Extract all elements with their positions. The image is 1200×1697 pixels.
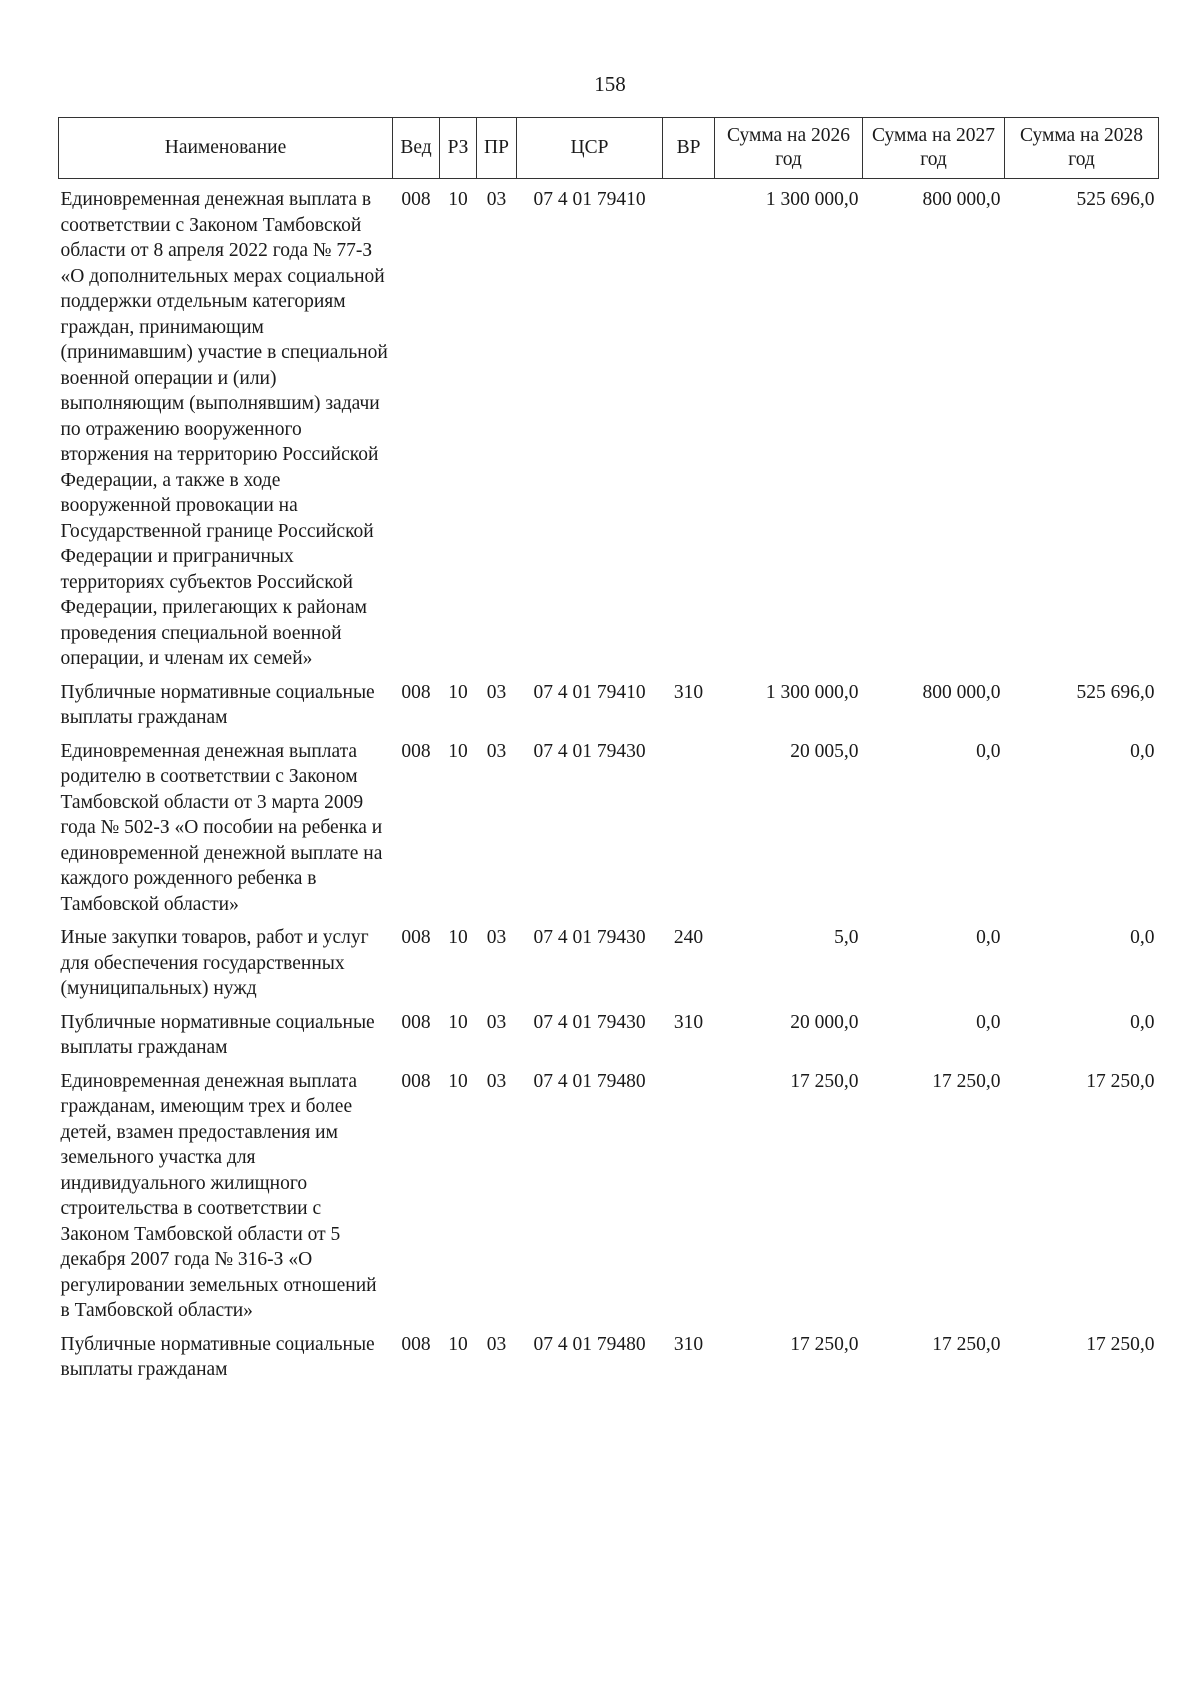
cell-csr: 07 4 01 79430 <box>533 1011 646 1033</box>
cell-sum-2027: 17 250,0 <box>932 1333 1001 1355</box>
table-row <box>59 179 1159 672</box>
cell-vr <box>663 179 715 672</box>
cell-name: Публичные нормативные социальные выплаты гражданам <box>60 681 375 728</box>
cell-sum-2027: 0,0 <box>976 1011 1001 1033</box>
cell-rz: 10 <box>448 1333 468 1355</box>
header-sum-2027: Сумма на 2027 год <box>863 118 1005 179</box>
cell-sum-2027: 800 000,0 <box>922 189 1001 210</box>
cell-vr: 240 <box>673 927 704 948</box>
cell-vr: 310 <box>673 1333 704 1355</box>
table-row <box>59 1061 1159 1324</box>
cell-rz: 10 <box>448 1070 468 1092</box>
table-row <box>59 672 1159 731</box>
cell-csr: 07 4 01 79480 <box>533 1070 646 1092</box>
header-pr: ПР <box>477 118 517 179</box>
cell-sum-2028: 525 696,0 <box>1076 189 1155 210</box>
table-row <box>59 917 1159 1002</box>
header-rz: РЗ <box>440 118 477 179</box>
cell-sum-2027: 0,0 <box>976 927 1001 948</box>
cell-name: Иные закупки товаров, работ и услуг для обеспечения государственных (муниципальных) нужд <box>60 927 369 999</box>
cell-pr: 03 <box>486 681 507 703</box>
cell-pr: 03 <box>486 1070 507 1092</box>
cell-csr: 07 4 01 79480 <box>533 1333 646 1355</box>
cell-csr: 07 4 01 79430 <box>533 927 646 948</box>
cell-csr: 07 4 01 79430 <box>533 740 646 762</box>
cell-vr: 310 <box>673 1011 704 1033</box>
table-row <box>59 1324 1159 1383</box>
cell-csr: 07 4 01 79410 <box>533 681 646 703</box>
cell-sum-2026: 17 250,0 <box>790 1070 859 1092</box>
cell-sum-2028: 0,0 <box>1130 927 1155 948</box>
cell-sum-2026: 1 300 000,0 <box>765 681 859 703</box>
cell-pr: 03 <box>486 1333 507 1355</box>
cell-sum-2028: 0,0 <box>1130 740 1155 762</box>
cell-ved: 008 <box>401 1333 431 1355</box>
page-number: 158 <box>594 72 626 96</box>
cell-name: Единовременная денежная выплата родителю в соответствии с Законом Тамбовской области от 3 марта 2009 года № 502-З «О пособии на ребенка и единовременной денежной выплате на каждого рожденного ребенка в Тамбовской области» <box>60 740 383 915</box>
cell-sum-2028: 0,0 <box>1130 1011 1155 1033</box>
header-name: Наименование <box>59 118 393 179</box>
cell-name: Публичные нормативные социальные выплаты гражданам <box>60 1011 375 1058</box>
cell-sum-2028: 525 696,0 <box>1076 681 1155 703</box>
cell-rz: 10 <box>448 927 468 948</box>
cell-rz: 10 <box>448 740 468 762</box>
cell-sum-2027: 17 250,0 <box>932 1070 1001 1092</box>
header-sum-2028: Сумма на 2028 год <box>1005 118 1159 179</box>
cell-sum-2027: 0,0 <box>976 740 1001 762</box>
table-row <box>59 1002 1159 1061</box>
header-csr: ЦСР <box>517 118 663 179</box>
cell-ved: 008 <box>401 927 431 948</box>
cell-pr: 03 <box>486 189 507 210</box>
cell-vr: 310 <box>673 681 704 703</box>
table-header-row <box>59 118 1159 179</box>
cell-sum-2027: 800 000,0 <box>922 681 1001 703</box>
cell-pr: 03 <box>486 740 507 762</box>
cell-ved: 008 <box>401 681 431 703</box>
cell-vr <box>663 731 715 918</box>
cell-csr: 07 4 01 79410 <box>533 189 646 210</box>
cell-sum-2028: 17 250,0 <box>1086 1070 1155 1092</box>
cell-sum-2026: 5,0 <box>834 927 859 948</box>
header-vr: ВР <box>663 118 715 179</box>
cell-ved: 008 <box>401 1011 431 1033</box>
cell-sum-2026: 20 005,0 <box>790 740 859 762</box>
cell-sum-2026: 20 000,0 <box>790 1011 859 1033</box>
cell-rz: 10 <box>448 1011 468 1033</box>
cell-ved: 008 <box>401 189 431 210</box>
cell-vr <box>663 1061 715 1324</box>
cell-pr: 03 <box>486 927 507 948</box>
cell-name: Единовременная денежная выплата в соответствии с Законом Тамбовской области от 8 апреля 2022 года № 77-З «О дополнительных мерах социальной поддержки отдельным категориям граждан, принимающим (принимавшим) участие в специальной военной операции и (или) выполняющим (выполнявшим) задачи по отражению вооруженного вторжения на территорию Российской Федерации, а также в ходе вооруженной провокации на Государственной границе Российской Федерации и приграничных территориях субъектов Российской Федерации, прилегающих к районам проведения специальной военной операции, и членам их семей» <box>60 189 388 669</box>
cell-ved: 008 <box>401 1070 431 1092</box>
cell-name: Единовременная денежная выплата гражданам, имеющим трех и более детей, взамен предоставления им земельного участка для индивидуального жилищного строительства в соответствии с Законом Тамбовской области от 5 декабря 2007 года № 316-З «О регулировании земельных отношений в Тамбовской области» <box>60 1070 377 1321</box>
cell-ved: 008 <box>401 740 431 762</box>
header-sum-2026: Сумма на 2026 год <box>715 118 863 179</box>
cell-sum-2026: 17 250,0 <box>790 1333 859 1355</box>
cell-sum-2026: 1 300 000,0 <box>765 189 859 210</box>
budget-table <box>58 117 1159 1383</box>
cell-name: Публичные нормативные социальные выплаты гражданам <box>60 1333 375 1380</box>
cell-rz: 10 <box>448 681 468 703</box>
header-ved: Вед <box>393 118 440 179</box>
cell-sum-2028: 17 250,0 <box>1086 1333 1155 1355</box>
cell-pr: 03 <box>486 1011 507 1033</box>
table-row <box>59 731 1159 918</box>
cell-rz: 10 <box>448 189 468 210</box>
